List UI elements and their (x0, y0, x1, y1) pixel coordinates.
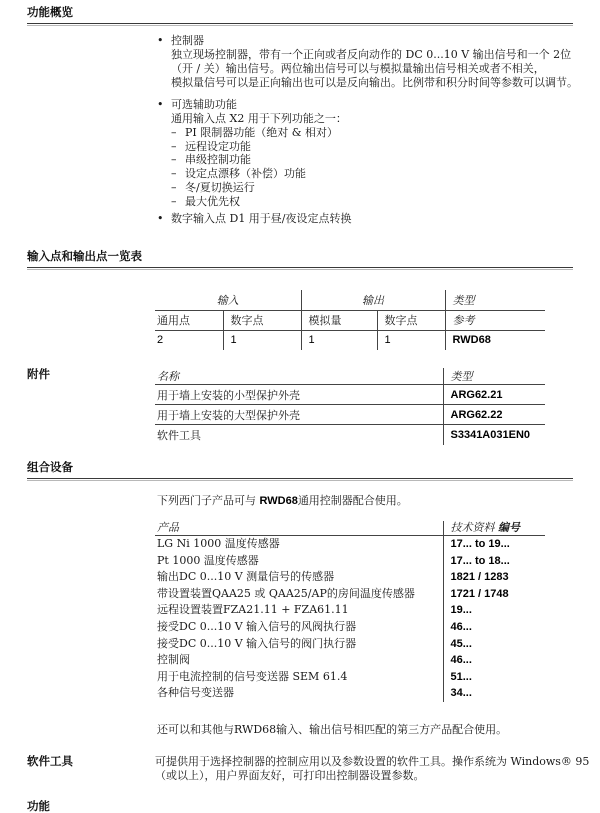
io-group-type: 类型 (445, 290, 545, 310)
software-paragraph (155, 754, 590, 783)
accessory-name: 用于墙上安装的小型保护外壳 (155, 385, 443, 405)
aux-intro (171, 112, 577, 126)
intro-text: 下列西门子产品可与 (157, 493, 260, 507)
dash-icon: – (171, 126, 177, 139)
io-group-input: 输入 (155, 290, 301, 310)
product-name: 输出DC 0...10 V 测量信号的传感器 (157, 570, 335, 584)
product-name: 用于电流控制的信号变送器 SEM 61.4 (157, 669, 348, 683)
side-label-accessories: 附件 (27, 369, 50, 382)
product-name: 控制阀 (157, 653, 190, 667)
accessories-header-row (155, 368, 545, 385)
section-rule-combination (27, 478, 573, 481)
product-name: 远程设置装置FZA21.11 + FZA61.11 (157, 603, 349, 617)
ref-label-number: 编号 (498, 520, 520, 534)
list-item-label: 最大优先权 (185, 194, 240, 208)
accessory-type: ARG62.22 (443, 405, 545, 425)
table-row (155, 569, 545, 586)
intro-text: 通用控制器配合使用。 (297, 493, 408, 507)
io-value: 1 (301, 330, 377, 350)
accessory-name: 用于墙上安装的大型保护外壳 (155, 405, 443, 425)
io-value: 2 (157, 334, 164, 347)
product-name: 带设置装置QAA25 或 QAA25/AP的房间温度传感器 (157, 586, 415, 600)
overview-content (157, 34, 577, 226)
table-row (155, 652, 545, 669)
table-row (155, 425, 545, 445)
io-col-header-ref: 参考 (445, 310, 545, 330)
bullet-title: 可选辅助功能 (171, 98, 237, 111)
paragraph-line: 模拟量信号可以是正向输出也可以是反向输出。比例带和积分时间等参数可以调节。 (171, 76, 578, 89)
controller-paragraph (171, 48, 577, 90)
list-item-label: 远程设定功能 (185, 139, 251, 153)
table-row (155, 586, 545, 603)
products-table (155, 521, 545, 702)
list-item (171, 153, 577, 167)
product-name: LG Ni 1000 温度传感器 (157, 537, 280, 551)
product-ref: 19... (443, 602, 545, 619)
bullet-icon: • (157, 212, 164, 226)
list-item (171, 140, 577, 154)
dash-icon: – (171, 167, 177, 181)
product-ref: 45... (443, 635, 545, 652)
accessory-type: ARG62.21 (443, 385, 545, 405)
io-value-type: RWD68 (445, 330, 545, 350)
list-item (171, 167, 577, 181)
accessory-type: S3341A031EN0 (443, 425, 545, 445)
io-table (155, 290, 545, 350)
products-header-row (155, 521, 545, 536)
section-heading-io-table: 输入点和输出点一览表 (27, 251, 142, 264)
section-heading-overview: 功能概览 (27, 7, 73, 19)
list-item-label: PI 限制器功能（绝对 & 相对） (185, 126, 339, 139)
io-col-header: 数字点 (223, 310, 301, 330)
accessories-table (155, 368, 545, 445)
paragraph-line: 独立现场控制器，带有一个正向或者反向动作的 DC 0...10 V 输出信号和一个 2位 (171, 48, 572, 61)
table-row (155, 405, 545, 425)
paragraph-line: 通用输入点 X2 用于下列功能之一： (171, 112, 347, 125)
table-row (155, 552, 545, 569)
list-item-label: 冬/夏切换运行 (185, 180, 255, 194)
list-item (171, 181, 577, 195)
table-row (155, 668, 545, 685)
outro-text: 还可以和其他与RWD68输入、输出信号相匹配的第三方产品配合使用。 (157, 722, 508, 736)
product-ref: 46... (443, 619, 545, 636)
list-item-label: 串级控制功能 (185, 153, 251, 167)
io-group-output: 输出 (301, 290, 445, 310)
bullet-icon: • (157, 98, 164, 111)
product-name: 接受DC 0...10 V 输入信号的阀门执行器 (157, 636, 357, 650)
accessories-col-name: 名称 (155, 368, 443, 385)
io-table-group-row (155, 290, 545, 310)
dash-icon: – (171, 194, 177, 208)
io-value: 1 (377, 330, 445, 350)
dash-icon: – (171, 153, 177, 167)
product-code: RWD68 (259, 494, 298, 507)
product-ref: 1721 / 1748 (443, 586, 545, 603)
dash-icon: – (171, 180, 177, 194)
list-item-label: 设定点漂移（补偿）功能 (185, 167, 306, 181)
accessories-col-type: 类型 (443, 368, 545, 385)
accessory-name: 软件工具 (157, 428, 201, 442)
side-label-software: 软件工具 (27, 755, 73, 768)
product-name: 各种信号变送器 (157, 686, 234, 700)
product-ref: 46... (443, 652, 545, 669)
io-table-value-row (155, 330, 545, 350)
table-row (155, 685, 545, 702)
table-row (155, 619, 545, 636)
io-col-header: 模拟量 (301, 310, 377, 330)
table-row (155, 536, 545, 553)
product-ref: 34... (443, 685, 545, 702)
io-value: 1 (223, 330, 301, 350)
bullet-icon: • (157, 34, 164, 47)
section-rule-overview (27, 23, 573, 26)
ref-label: 技术资料 (450, 520, 498, 534)
io-table-header-row (155, 310, 545, 330)
table-row (155, 602, 545, 619)
paragraph-line: （或以上），用户界面友好，可打印出控制器设置参数。 (155, 768, 425, 782)
table-row (155, 635, 545, 652)
product-ref: 51... (443, 668, 545, 685)
bullet-item-digital-input (157, 212, 577, 226)
table-row (155, 385, 545, 405)
accessories-section (0, 368, 600, 445)
product-name: Pt 1000 温度传感器 (157, 553, 259, 567)
products-col-product: 产品 (155, 521, 443, 536)
paragraph-line: （开 / 关）输出信号。两位输出信号可以与模拟量输出信号相关或者不相关， (171, 62, 545, 75)
product-name: 接受DC 0...10 V 输入信号的风阀执行器 (157, 619, 357, 633)
io-col-header: 数字点 (377, 310, 445, 330)
dash-icon: – (171, 139, 177, 153)
products-col-ref (443, 521, 545, 536)
product-ref: 17... to 19... (443, 536, 545, 553)
list-item (171, 195, 577, 209)
product-ref: 1821 / 1283 (443, 569, 545, 586)
section-rule-io-table (27, 267, 573, 270)
bullet-title: 控制器 (171, 34, 204, 47)
aux-function-list (171, 126, 577, 208)
paragraph-line: 可提供用于选择控制器的控制应用以及参数设置的软件工具。操作系统为 Windows® 95 (155, 754, 590, 768)
list-item (171, 126, 577, 140)
bullet-item-controller (157, 34, 577, 48)
bullet-item-aux-functions (157, 98, 577, 112)
section-heading-functions: 功能 (27, 800, 50, 813)
bullet-title: 数字输入点 D1 用于昼/夜设定点转换 (171, 212, 352, 226)
software-section (0, 755, 600, 783)
combination-intro (157, 494, 577, 508)
section-heading-combination: 组合设备 (27, 461, 73, 474)
product-ref: 17... to 18... (443, 552, 545, 569)
io-col-header: 通用点 (155, 310, 223, 330)
combination-outro (157, 723, 577, 737)
